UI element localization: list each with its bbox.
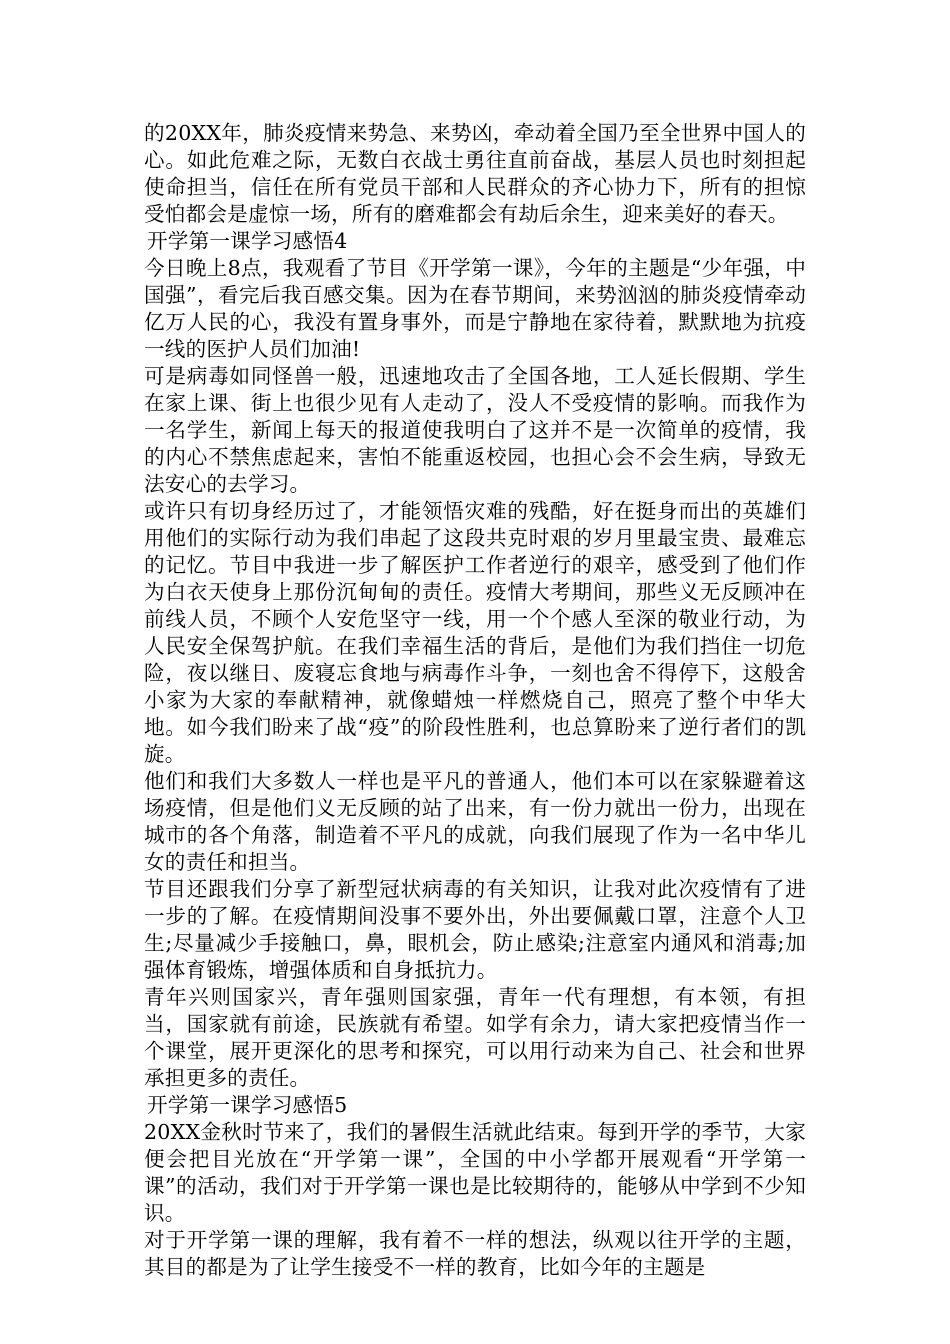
paragraph: 他们和我们大多数人一样也是平凡的普通人，他们本可以在家躲避着这场疫情，但是他们义无反顾的站了出来，有一份力就出一份力，出现在城市的各个角落，制造着不平凡的成就，向我们展现了作为一名中华儿女的责任和担当。 <box>144 769 806 874</box>
paragraph: 可是病毒如同怪兽一般，迅速地攻击了全国各地，工人延长假期、学生在家上课、街上也很少见有人走动了，没人不受疫情的影响。而我作为一名学生，新闻上每天的报道使我明白了这并不是一次简单的疫情，我的内心不禁焦虑起来，害怕不能重返校园，也担心会不会生病，导致无法安心的去学习。 <box>144 364 806 496</box>
document-body <box>144 120 806 1281</box>
paragraph: 对于开学第一课的理解，我有着不一样的想法，纵观以往开学的主题，其目的都是为了让学生接受不一样的教育，比如今年的主题是 <box>144 1228 806 1279</box>
paragraph: 节目还跟我们分享了新型冠状病毒的有关知识，让我对此次疫情有了进一步的了解。在疫情期间没事不要外出，外出要佩戴口罩，注意个人卫生;尽量减少手接触口，鼻，眼机会，防止感染;注意室内通风和消毒;加强体育锻炼，增强体质和自身抵抗力。 <box>144 877 806 982</box>
paragraph: 青年兴则国家兴，青年强则国家强，青年一代有理想，有本领，有担当，国家就有前途，民族就有希望。如学有余力，请大家把疫情当作一个课堂，展开更深化的思考和探究，可以用行动来为自己、社会和世界承担更多的责任。 <box>144 985 806 1090</box>
section-heading: 开学第一课学习感悟5 <box>147 1093 348 1117</box>
paragraph: 今日晚上8点，我观看了节目《开学第一课》，今年的主题是“少年强，中国强”，看完后我百感交集。因为在春节期间，来势汹汹的肺炎疫情牵动亿万人民的心，我没有置身事外，而是宁静地在家待着，默默地为抗疫一线的医护人员们加油! <box>144 256 806 361</box>
paragraph: 的20XX年，肺炎疫情来势急、来势凶，牵动着全国乃至全世界中国人的心。如此危难之际，无数白衣战士勇往直前奋战，基层人员也时刻担起使命担当，信任在所有党员干部和人民群众的齐心协力下，所有的担惊受怕都会是虚惊一场，所有的磨难都会有劫后余生，迎来美好的春天。 <box>144 121 806 226</box>
paragraph: 或许只有切身经历过了，才能领悟灾难的残酷，好在挺身而出的英雄们用他们的实际行动为我们串起了这段共克时艰的岁月里最宝贵、最难忘的记忆。节目中我进一步了解医护工作者逆行的艰辛，感受到了他们作为白衣天使身上那份沉甸甸的责任。疫情大考期间，那些义无反顾冲在前线人员，不顾个人安危坚守一线，用一个个感人至深的敬业行动，为人民安全保驾护航。在我们幸福生活的背后，是他们为我们挡住一切危险，夜以继日、废寝忘食地与病毒作斗争，一刻也舍不得停下，这般舍小家为大家的奉献精神，就像蜡烛一样燃烧自己，照亮了整个中华大地。如今我们盼来了战“疫”的阶段性胜利，也总算盼来了逆行者们的凯旋。 <box>144 499 806 766</box>
paragraph: 20XX金秋时节来了，我们的暑假生活就此结束。每到开学的季节，大家便会把目光放在“开学第一课”，全国的中小学都开展观看“开学第一课”的活动，我们对于开学第一课也是比较期待的，能够从中学到不少知识。 <box>144 1120 806 1225</box>
section-heading: 开学第一课学习感悟4 <box>147 229 348 253</box>
